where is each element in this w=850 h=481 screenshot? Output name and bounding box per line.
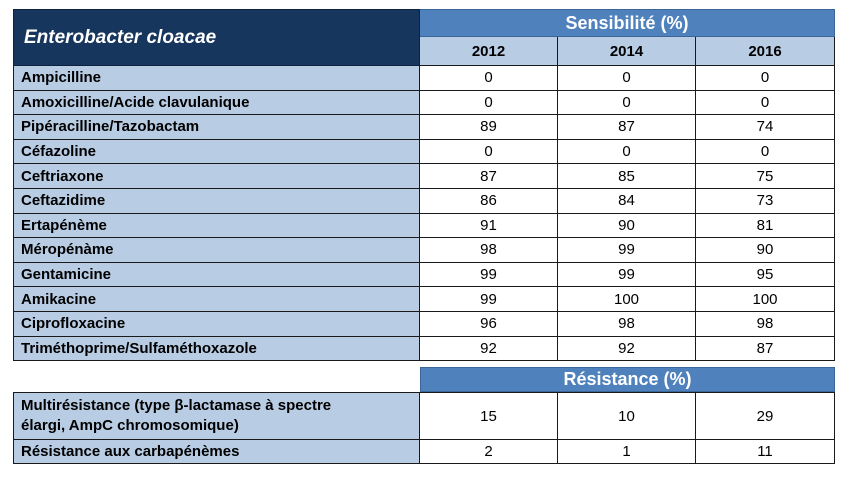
value-cell: 0: [696, 66, 835, 91]
antibiotic-label: Ceftriaxone: [13, 164, 420, 189]
value-cell: 0: [558, 140, 696, 165]
table-row: [13, 392, 835, 440]
value-cell: 99: [420, 263, 558, 288]
value-cell: 98: [420, 238, 558, 263]
resistance-label: [13, 392, 420, 440]
value-cell: 1: [558, 440, 696, 464]
susceptibility-table: [13, 9, 835, 464]
value-cell: 90: [696, 238, 835, 263]
value-cell: 84: [558, 189, 696, 214]
table-row: [13, 91, 835, 116]
resistance-header-row: [13, 367, 835, 392]
table-row: [13, 164, 835, 189]
table-header: [13, 9, 835, 66]
year-header: 2012: [420, 37, 558, 66]
value-cell: 98: [558, 312, 696, 337]
table-row: [13, 115, 835, 140]
table-row: [13, 337, 835, 362]
resistance-label-line: Multirésistance (type β-lactamase à spectre: [21, 397, 332, 415]
table-row: [13, 238, 835, 263]
value-cell: 29: [696, 392, 835, 440]
value-cell: 2: [420, 440, 558, 464]
year-header: 2014: [558, 37, 696, 66]
table-row: [13, 189, 835, 214]
value-cell: 81: [696, 214, 835, 239]
antibiotic-label: Ertapénème: [13, 214, 420, 239]
table-row: [13, 66, 835, 91]
value-cell: 98: [696, 312, 835, 337]
table-row: [13, 312, 835, 337]
value-cell: 0: [696, 91, 835, 116]
header-right: [420, 9, 835, 66]
table-row: [13, 287, 835, 312]
value-cell: 73: [696, 189, 835, 214]
value-cell: 85: [558, 164, 696, 189]
value-cell: 96: [420, 312, 558, 337]
value-cell: 0: [420, 140, 558, 165]
value-cell: 100: [696, 287, 835, 312]
antibiotic-label: Gentamicine: [13, 263, 420, 288]
value-cell: 0: [696, 140, 835, 165]
value-cell: 87: [696, 337, 835, 362]
value-cell: 95: [696, 263, 835, 288]
antibiotic-label: Ampicilline: [13, 66, 420, 91]
resistance-label: Résistance aux carbapénèmes: [13, 440, 420, 464]
table-row: [13, 214, 835, 239]
table-row: [13, 263, 835, 288]
value-cell: 86: [420, 189, 558, 214]
resistance-header: Résistance (%): [420, 367, 835, 392]
organism-title: Enterobacter cloacae: [13, 9, 420, 66]
antibiotic-label: Méropénàme: [13, 238, 420, 263]
value-cell: 87: [558, 115, 696, 140]
antibiotic-label: Ciprofloxacine: [13, 312, 420, 337]
value-cell: 15: [420, 392, 558, 440]
antibiotic-label: Ceftazidime: [13, 189, 420, 214]
value-cell: 100: [558, 287, 696, 312]
antibiotic-label: Amoxicilline/Acide clavulanique: [13, 91, 420, 116]
year-header: 2016: [696, 37, 835, 66]
value-cell: 99: [558, 238, 696, 263]
value-cell: 92: [558, 337, 696, 362]
resistance-label-line: élargi, AmpC chromosomique): [21, 417, 239, 435]
value-cell: 74: [696, 115, 835, 140]
year-header-row: [420, 37, 835, 66]
antibiotic-label: Amikacine: [13, 287, 420, 312]
value-cell: 90: [558, 214, 696, 239]
value-cell: 87: [420, 164, 558, 189]
table-row: [13, 440, 835, 464]
value-cell: 0: [558, 66, 696, 91]
resistance-header-blank: [13, 367, 420, 392]
value-cell: 0: [420, 66, 558, 91]
value-cell: 91: [420, 214, 558, 239]
antibiotic-label: Triméthoprime/Sulfaméthoxazole: [13, 337, 420, 362]
value-cell: 10: [558, 392, 696, 440]
value-cell: 0: [420, 91, 558, 116]
value-cell: 75: [696, 164, 835, 189]
table-row: [13, 140, 835, 165]
antibiotic-label: Pipéracilline/Tazobactam: [13, 115, 420, 140]
antibiotic-label: Céfazoline: [13, 140, 420, 165]
value-cell: 99: [420, 287, 558, 312]
value-cell: 11: [696, 440, 835, 464]
value-cell: 89: [420, 115, 558, 140]
sensibility-header: Sensibilité (%): [420, 9, 835, 37]
value-cell: 92: [420, 337, 558, 362]
value-cell: 99: [558, 263, 696, 288]
value-cell: 0: [558, 91, 696, 116]
